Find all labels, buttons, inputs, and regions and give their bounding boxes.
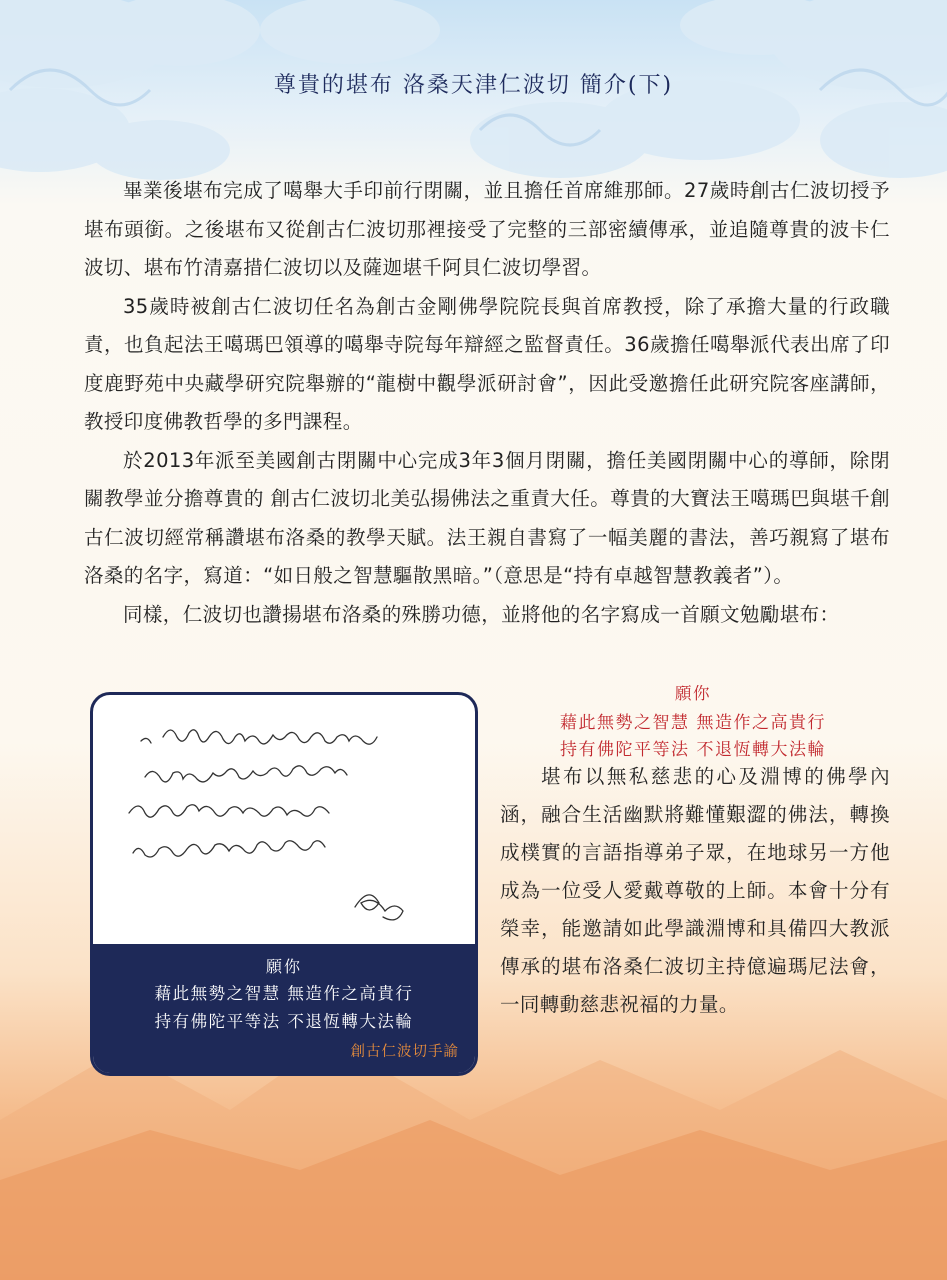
verse-line-1: 藉此無勢之智慧 無造作之高貴行	[560, 713, 826, 733]
page-title: 尊貴的堪布 洛桑天津仁波切 簡介(下)	[273, 73, 674, 98]
paragraph-4-intro: 同樣，仁波切也讚揚堪布洛桑的殊勝功德，並將他的名字寫成一首願文勉勵堪布：	[123, 602, 840, 626]
card-caption-band	[93, 944, 475, 1073]
card-line-1: 藉此無勢之智慧 無造作之高貴行	[154, 984, 414, 1003]
verse-heading: 願你	[675, 684, 711, 703]
paragraph-1: 畢業後堪布完成了噶舉大手印前行閉關，並且擔任首席維那師。27歲時創古仁波切授予堪布頭銜。之後堪布又從創古仁波切那裡接受了完整的三部密續傳承，並追隨尊貴的波卡仁波切、堪布竹清嘉措仁波切以及薩迦堪千阿貝仁波切學習。	[84, 179, 890, 279]
card-signature: 創古仁波切手諭	[350, 1044, 459, 1060]
paragraph-3: 於2013年派至美國創古閉關中心完成3年3個月閉關，擔任美國閉關中心的導師，除閉關教學並分擔尊貴的 創古仁波切北美弘揚佛法之重責大任。尊貴的大寶法王噶瑪巴與堪千創古仁波切經常稱讚堪布洛桑的教學天賦。法王親自書寫了一幅美麗的書法，善巧親寫了堪布洛桑的名字，寫道：“如日般之智慧驅散黑暗。”（意思是“持有卓越智慧教義者”）。	[84, 448, 890, 587]
card-heading: 願你	[265, 957, 302, 976]
side-paragraph	[500, 758, 890, 1024]
tibetan-calligraphy-image	[93, 695, 475, 945]
card-line-2: 持有佛陀平等法 不退恆轉大法輪	[154, 1012, 414, 1031]
calligraphy-card	[90, 692, 478, 1076]
side-paragraph-text: 堪布以無私慈悲的心及淵博的佛學內涵，融合生活幽默將難懂艱澀的佛法，轉換成樸實的言語指導弟子眾，在地球另一方他成為一位受人愛戴尊敬的上師。本會十分有榮幸，能邀請如此學識淵博和具備四大教派傳承的堪布洛桑仁波切主持億遍瑪尼法會，一同轉動慈悲祝福的力量。	[500, 765, 890, 1016]
verse-line-2: 持有佛陀平等法 不退恆轉大法輪	[560, 740, 826, 760]
mountain-decoration	[0, 1040, 947, 1280]
article-body	[84, 172, 890, 634]
paragraph-2: 35歲時被創古仁波切任名為創古金剛佛學院院長與首席教授，除了承擔大量的行政職責，也負起法王噶瑪巴領導的噶舉寺院每年辯經之監督責任。36歲擔任噶舉派代表出席了印度鹿野苑中央藏學研究院舉辦的“龍樹中觀學派研討會”，因此受邀擔任此研究院客座講師，教授印度佛教哲學的多門課程。	[84, 294, 890, 433]
